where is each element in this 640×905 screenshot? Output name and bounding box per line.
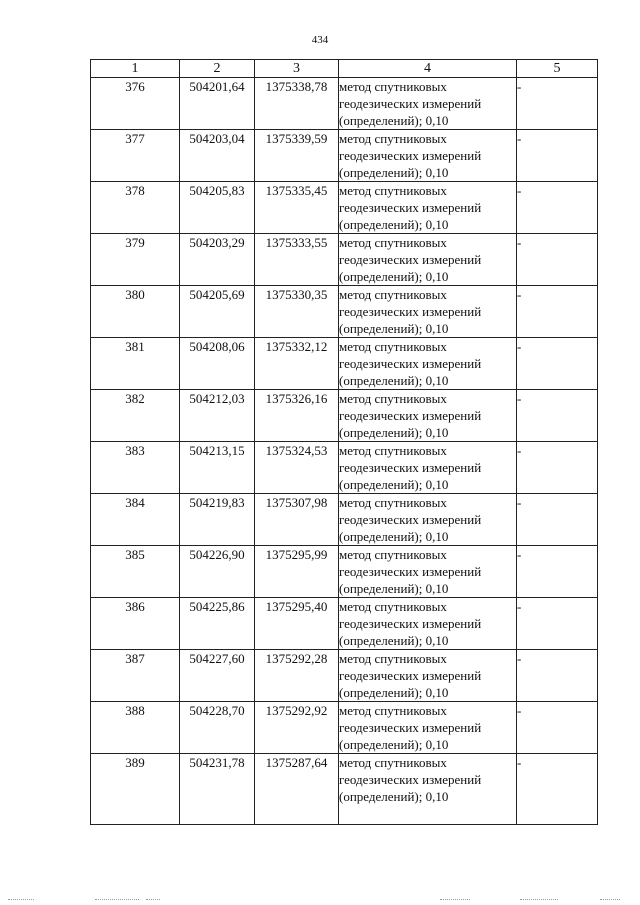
x-coordinate-cell: 504231,78: [180, 754, 255, 825]
y-coordinate-cell: 1375295,99: [255, 546, 339, 598]
y-coordinate-cell: 1375335,45: [255, 182, 339, 234]
x-coordinate-cell: 504201,64: [180, 78, 255, 130]
header-row: [91, 60, 598, 78]
y-coordinate-cell: 1375292,92: [255, 702, 339, 754]
point-number-cell: 388: [91, 702, 180, 754]
table-row: [91, 286, 598, 338]
column-header: 1: [91, 60, 180, 78]
table-row: [91, 754, 598, 825]
table-row: [91, 702, 598, 754]
note-cell: -: [517, 546, 598, 598]
table-row: [91, 546, 598, 598]
table-row: [91, 442, 598, 494]
method-cell: метод спутниковых геодезических измерений (определений); 0,10: [339, 650, 517, 702]
y-coordinate-cell: 1375326,16: [255, 390, 339, 442]
note-cell: -: [517, 286, 598, 338]
note-cell: -: [517, 182, 598, 234]
note-cell: -: [517, 702, 598, 754]
method-cell: метод спутниковых геодезических измерений (определений); 0,10: [339, 754, 517, 825]
note-cell: -: [517, 598, 598, 650]
table-row: [91, 338, 598, 390]
method-cell: метод спутниковых геодезических измерений (определений); 0,10: [339, 598, 517, 650]
note-cell: -: [517, 442, 598, 494]
column-header: 4: [339, 60, 517, 78]
method-cell: метод спутниковых геодезических измерений (определений); 0,10: [339, 182, 517, 234]
point-number-cell: 386: [91, 598, 180, 650]
note-cell: -: [517, 130, 598, 182]
column-header: 5: [517, 60, 598, 78]
page-number: 434: [311, 34, 329, 46]
point-number-cell: 389: [91, 754, 180, 825]
table-row: [91, 78, 598, 130]
method-cell: метод спутниковых геодезических измерений (определений); 0,10: [339, 546, 517, 598]
note-cell: -: [517, 754, 598, 825]
table-row: [91, 182, 598, 234]
note-cell: -: [517, 338, 598, 390]
column-header: 2: [180, 60, 255, 78]
y-coordinate-cell: 1375287,64: [255, 754, 339, 825]
point-number-cell: 381: [91, 338, 180, 390]
method-cell: метод спутниковых геодезических измерений (определений); 0,10: [339, 234, 517, 286]
y-coordinate-cell: 1375292,28: [255, 650, 339, 702]
note-cell: -: [517, 78, 598, 130]
y-coordinate-cell: 1375307,98: [255, 494, 339, 546]
x-coordinate-cell: 504212,03: [180, 390, 255, 442]
x-coordinate-cell: 504205,69: [180, 286, 255, 338]
method-cell: метод спутниковых геодезических измерений (определений); 0,10: [339, 286, 517, 338]
table-body: [91, 78, 598, 825]
method-cell: метод спутниковых геодезических измерений (определений); 0,10: [339, 78, 517, 130]
point-number-cell: 376: [91, 78, 180, 130]
y-coordinate-cell: 1375295,40: [255, 598, 339, 650]
x-coordinate-cell: 504219,83: [180, 494, 255, 546]
y-coordinate-cell: 1375330,35: [255, 286, 339, 338]
column-header: 3: [255, 60, 339, 78]
point-number-cell: 382: [91, 390, 180, 442]
y-coordinate-cell: 1375339,59: [255, 130, 339, 182]
point-number-cell: 378: [91, 182, 180, 234]
table-row: [91, 390, 598, 442]
note-cell: -: [517, 494, 598, 546]
point-number-cell: 385: [91, 546, 180, 598]
y-coordinate-cell: 1375324,53: [255, 442, 339, 494]
y-coordinate-cell: 1375333,55: [255, 234, 339, 286]
point-number-cell: 384: [91, 494, 180, 546]
table-row: [91, 650, 598, 702]
note-cell: -: [517, 650, 598, 702]
x-coordinate-cell: 504203,29: [180, 234, 255, 286]
method-cell: метод спутниковых геодезических измерений (определений); 0,10: [339, 338, 517, 390]
x-coordinate-cell: 504228,70: [180, 702, 255, 754]
method-cell: метод спутниковых геодезических измерений (определений); 0,10: [339, 442, 517, 494]
x-coordinate-cell: 504205,83: [180, 182, 255, 234]
coordinates-table: [90, 59, 598, 825]
method-cell: метод спутниковых геодезических измерений (определений); 0,10: [339, 130, 517, 182]
y-coordinate-cell: 1375338,78: [255, 78, 339, 130]
table-row: [91, 598, 598, 650]
note-cell: -: [517, 390, 598, 442]
point-number-cell: 377: [91, 130, 180, 182]
point-number-cell: 379: [91, 234, 180, 286]
x-coordinate-cell: 504226,90: [180, 546, 255, 598]
x-coordinate-cell: 504213,15: [180, 442, 255, 494]
point-number-cell: 383: [91, 442, 180, 494]
table-row: [91, 130, 598, 182]
note-cell: -: [517, 234, 598, 286]
x-coordinate-cell: 504208,06: [180, 338, 255, 390]
table-row: [91, 494, 598, 546]
table-row: [91, 234, 598, 286]
scan-footer-marks: [0, 899, 640, 901]
method-cell: метод спутниковых геодезических измерений (определений); 0,10: [339, 390, 517, 442]
x-coordinate-cell: 504225,86: [180, 598, 255, 650]
y-coordinate-cell: 1375332,12: [255, 338, 339, 390]
method-cell: метод спутниковых геодезических измерений (определений); 0,10: [339, 702, 517, 754]
table-header: [91, 60, 598, 78]
point-number-cell: 387: [91, 650, 180, 702]
x-coordinate-cell: 504227,60: [180, 650, 255, 702]
method-cell: метод спутниковых геодезических измерений (определений); 0,10: [339, 494, 517, 546]
x-coordinate-cell: 504203,04: [180, 130, 255, 182]
point-number-cell: 380: [91, 286, 180, 338]
